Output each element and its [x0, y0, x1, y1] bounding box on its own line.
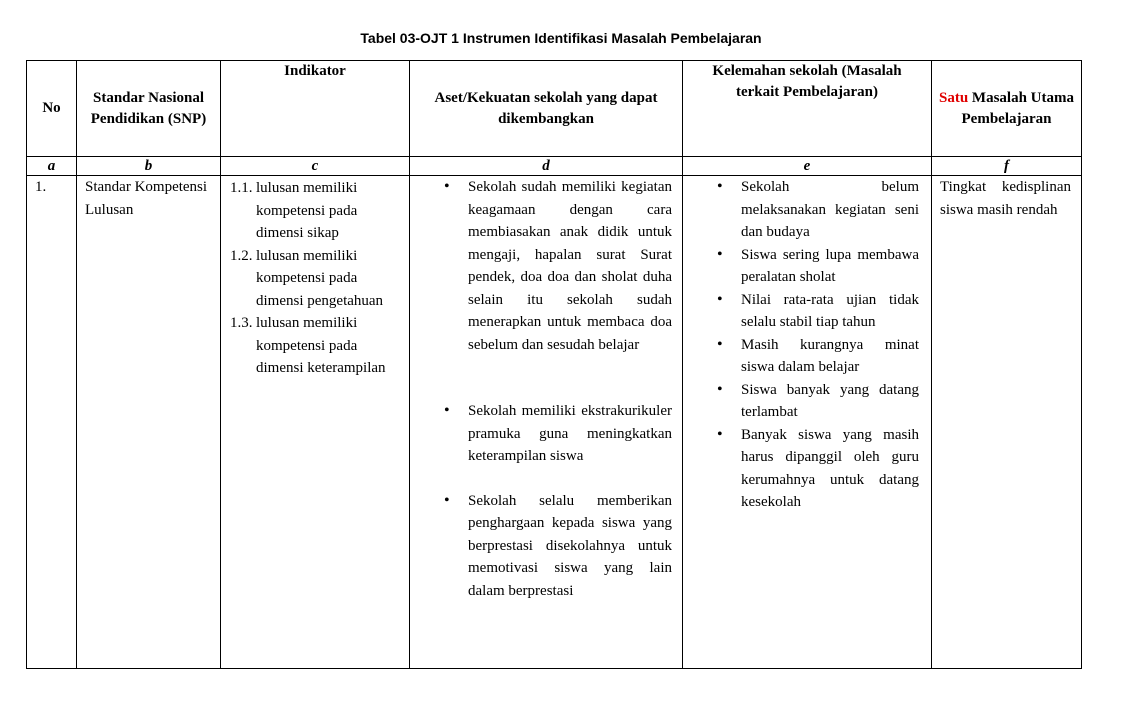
row-number: 1.	[27, 176, 77, 669]
aset-item: • Sekolah memiliki ekstrakurikuler pramuka guna meningkatkan keterampilan siswa	[436, 400, 672, 468]
header-snp: Standar Nasional Pendidikan (SNP)	[77, 61, 221, 157]
kelemahan-item: • Banyak siswa yang masih harus dipanggil oleh guru kerumahnya untuk datang kesekolah	[709, 424, 919, 514]
row-snp: Standar Kompetensi Lulusan	[77, 176, 221, 669]
row-aset-cell	[410, 176, 683, 669]
table-row	[27, 176, 1082, 669]
indikator-number: 1.3.	[230, 315, 253, 331]
header-aset: Aset/Kekuatan sekolah yang dapat dikembangkan	[410, 61, 683, 157]
header-no: No	[27, 61, 77, 157]
header-masalah-highlight: Satu	[938, 89, 969, 106]
column-letter: c	[221, 157, 410, 176]
kelemahan-item: • Masih kurangnya minat siswa dalam belajar	[709, 334, 919, 379]
header-row	[27, 61, 1082, 157]
kelemahan-item: • Siswa banyak yang datang terlambat	[709, 379, 919, 424]
row-kelemahan-cell	[683, 176, 932, 669]
aset-item: • Sekolah selalu memberikan penghargaan kepada siswa yang berprestasi disekolahnya untuk memotivasi siswa yang lain dalam berprestasi	[436, 490, 672, 603]
column-letter: d	[410, 157, 683, 176]
indikator-text: lulusan memiliki kompetensi pada dimensi keterampilan	[256, 315, 386, 376]
column-letter: a	[27, 157, 77, 176]
kelemahan-item: • Sekolah belum melaksanakan kegiatan seni dan budaya	[709, 176, 919, 244]
aset-list	[436, 176, 672, 602]
kelemahan-item: • Nilai rata-rata ujian tidak selalu stabil tiap tahun	[709, 289, 919, 334]
header-masalah-text: Masalah Utama Pembelajaran	[961, 89, 1074, 127]
header-indikator: Indikator	[221, 61, 410, 157]
indikator-number: 1.2.	[230, 247, 253, 264]
indikator-number: 1.1.	[230, 180, 253, 196]
kelemahan-item: • Siswa sering lupa membawa peralatan sholat	[709, 244, 919, 289]
row-indikator-cell	[221, 176, 410, 669]
kelemahan-list	[709, 176, 919, 514]
indikator-list	[222, 177, 408, 380]
indikator-item	[230, 312, 400, 380]
header-masalah-utama	[932, 61, 1082, 157]
column-letter-row	[27, 157, 1082, 176]
indikator-text: lulusan memiliki kompetensi pada dimensi pengetahuan	[256, 247, 384, 309]
table-title: Tabel 03-OJT 1 Instrumen Identifikasi Masalah Pembelajaran	[360, 30, 762, 46]
aset-item: • Sekolah sudah memiliki kegiatan keagamaan dengan cara membiasakan anak didik untuk mengaji, hapalan surat Surat pendek, doa doa dan sholat duha selain itu sekolah sudah menerapkan untuk membaca doa sebelum dan sesudah belajar	[436, 176, 672, 356]
indikator-item	[230, 245, 400, 313]
column-letter: b	[77, 157, 221, 176]
row-masalah-utama: Tingkat kedisplinan siswa masih rendah	[932, 176, 1082, 669]
problem-identification-table	[26, 60, 1082, 669]
indikator-text: lulusan memiliki kompetensi pada dimensi sikap	[256, 180, 358, 241]
column-letter: e	[683, 157, 932, 176]
indikator-item	[230, 177, 400, 245]
column-letter: f	[932, 157, 1082, 176]
header-kelemahan: Kelemahan sekolah (Masalah terkait Pembelajaran)	[683, 61, 932, 157]
